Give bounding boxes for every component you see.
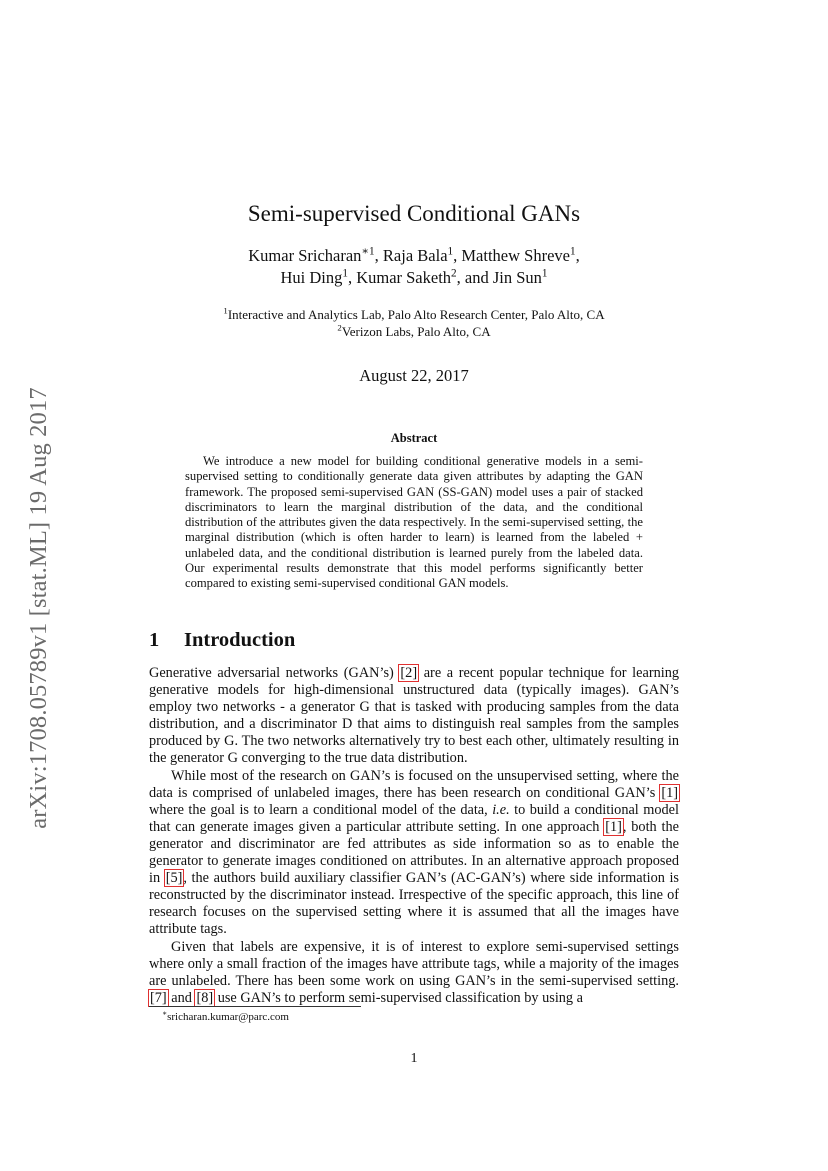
arxiv-identifier: arXiv:1708.05789v1 [stat.ML] 19 Aug 2017 — [25, 387, 52, 829]
page-number: 1 — [410, 1051, 418, 1066]
body-text: use GAN’s to perform semi-supervised classification by using a — [214, 989, 584, 1006]
section-number: 1 — [149, 629, 160, 651]
citation-link[interactable]: [2] — [400, 665, 418, 681]
emphasis-text: i.e. — [492, 801, 510, 818]
body-text: While most of the research on GAN’s is focused on the unsupervised setting, where the data is comprised of unlabeled images, there has been research on conditional GAN’s — [149, 767, 679, 801]
footnote-text: sricharan.kumar@parc.com — [167, 1011, 289, 1023]
body-paragraph — [149, 665, 679, 768]
body-text: where the goal is to learn a conditional model of the data, — [149, 801, 493, 818]
author-name: Jin Sun — [492, 268, 542, 287]
body-text: are a recent popular technique for learning generative models for high-dimensional unstructured data (typically images). GAN’s employ two networks - a generator G that is tasked with producing samples from the data distribution, and a discriminator D that aims to distinguish real samples from the samples produced by G. The two networks alternatively try to best each other, ultimately resulting in the generator G converging to the true data distribution. — [149, 665, 679, 767]
affiliation-text: Verizon Labs, Palo Alto, CA — [341, 324, 491, 339]
section-heading — [149, 629, 295, 652]
abstract-body — [185, 454, 643, 592]
body-paragraph — [149, 939, 679, 1007]
footnote — [162, 1008, 289, 1023]
citation-link[interactable]: [8] — [196, 989, 214, 1006]
body-text: to build a conditional model that can generate images given a particular attribute setting. In one approach — [149, 801, 679, 835]
citation-link[interactable]: [1] — [661, 784, 678, 801]
body-text: , both the generator and discriminator are fed attributes as side information so as to enable the generator to generate images conditioned on attributes. In an alternative approach proposed in — [149, 818, 679, 887]
author-line-2: Hui Ding$^1$, Kumar Saketh$^2$, and Jin Sun$^1$ — [280, 267, 548, 287]
abstract-text: We introduce a new model for building conditional generative models in a semi-supervised setting to conditionally generate data given attributes by adapting the GAN framework. The proposed semi-supervised GAN (SS-GAN) model uses a pair of stacked discriminators to learn the marginal distribution of the data, and the conditional distribution of the attributes given the data respectively. In the semi-supervised setting, the marginal distribution (which is often harder to learn) is learned from the labeled + unlabeled data, and the conditional distribution is learned purely from the labeled data. Our experimental results demonstrate that this model performs significantly better compared to existing semi-supervised conditional GAN models. — [185, 454, 643, 591]
affiliations — [0, 306, 828, 340]
body-text: Given that labels are expensive, it is of interest to explore semi-supervised settings where only a small fraction of the images have attribute tags, while a majority of the images are unlabeled. There has been some work on using GAN’s in the semi-supervised setting. — [149, 938, 679, 989]
footnote-rule — [149, 1006, 361, 1007]
citation-link[interactable]: [1] — [605, 818, 622, 835]
author-line-1: Kumar Sricharan$^{∗1}$, Raja Bala$^1$, Matthew Shreve$^1$, — [248, 245, 580, 265]
body-paragraph — [149, 768, 679, 939]
author-affiliation-mark: 1 — [570, 245, 576, 258]
footnote-mark: ∗ — [162, 1008, 168, 1018]
author-affiliation-mark: 1 — [342, 267, 348, 280]
arxiv-side-stamp — [14, 353, 64, 863]
author-list — [0, 245, 828, 289]
author-name: Hui Ding — [280, 268, 343, 287]
citation-link[interactable]: [7] — [150, 989, 167, 1006]
body-text: and — [167, 989, 196, 1006]
author-affiliation-mark: 2 — [451, 267, 457, 280]
affiliation-text: Interactive and Analytics Lab, Palo Alto Research Center, Palo Alto, CA — [227, 307, 605, 322]
section-body — [149, 665, 679, 1007]
section-title: Introduction — [184, 629, 296, 651]
author-name: Raja Bala — [382, 246, 448, 265]
author-affiliation-mark: ∗1 — [361, 245, 375, 258]
author-affiliation-mark: 1 — [447, 245, 454, 258]
abstract-heading: Abstract — [390, 431, 438, 445]
paper-date: August 22, 2017 — [359, 366, 469, 385]
body-text: Generative adversarial networks (GAN’s) — [149, 665, 400, 681]
affiliation-line — [0, 306, 828, 323]
affiliation-mark: 1 — [223, 305, 228, 316]
citation-link[interactable]: [5] — [165, 870, 183, 887]
author-name: Matthew Shreve — [461, 246, 570, 265]
paper-title: Semi-supervised Conditional GANs — [247, 201, 581, 226]
author-name: Kumar Sricharan — [248, 246, 362, 265]
body-text: , the authors build auxiliary classifier GAN’s (AC-GAN’s) where side information is reconstructed by the discriminator instead. Irrespective of the specific approach, this line of research focuses on the supervised setting where it is assumed that all the images have attribute tags. — [149, 870, 679, 938]
affiliation-mark: 2 — [337, 322, 342, 333]
affiliation-line — [0, 323, 828, 340]
author-name: Kumar Saketh — [356, 268, 452, 287]
author-affiliation-mark: 1 — [541, 267, 548, 280]
